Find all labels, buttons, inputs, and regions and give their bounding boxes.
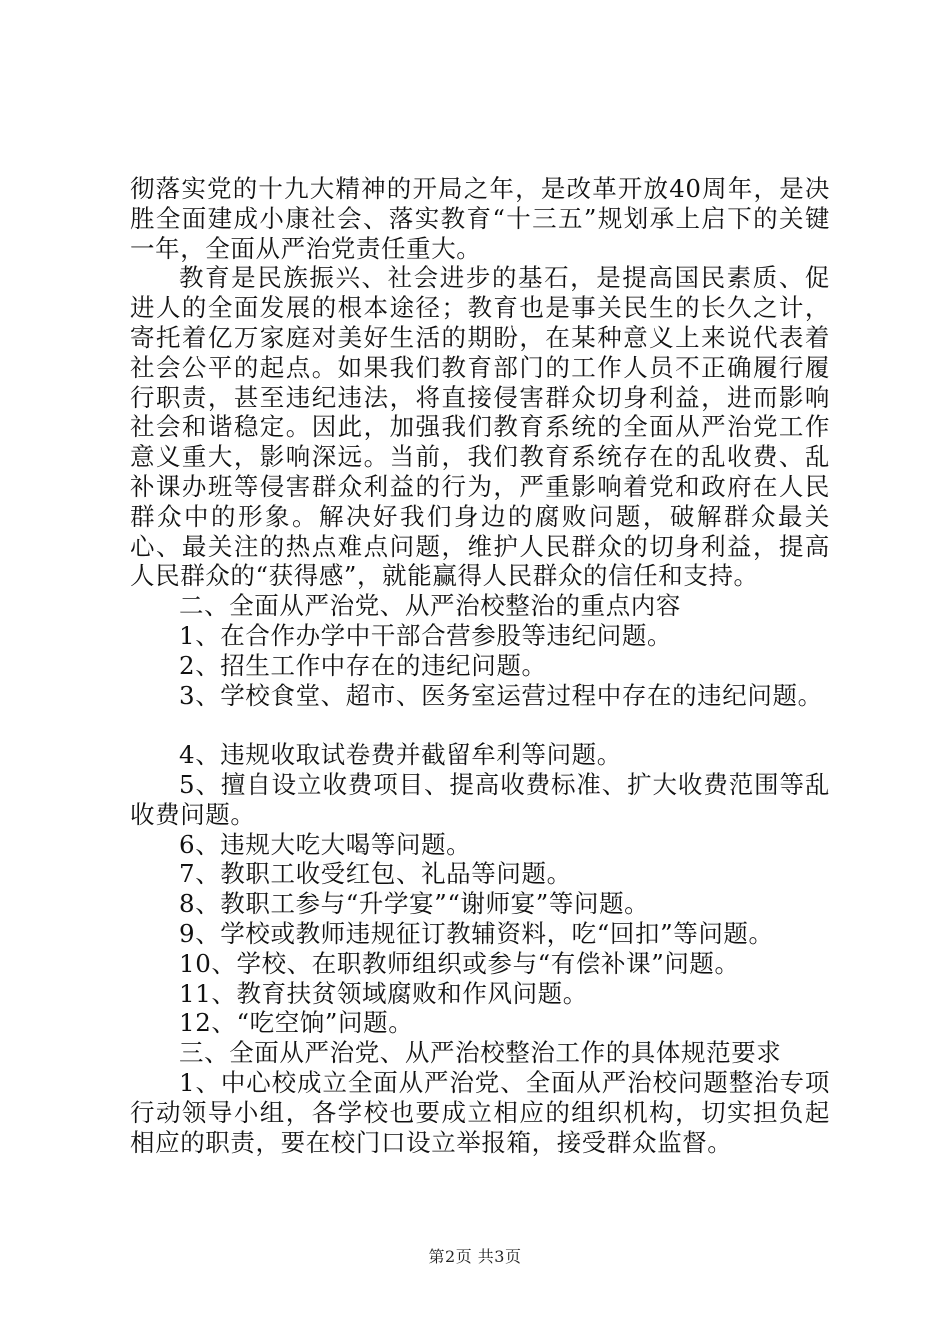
body-paragraph: 三、全面从严治党、从严治校整治工作的具体规范要求 (179, 1038, 782, 1068)
body-paragraph: 3、学校食堂、超市、医务室运营过程中存在的违纪问题。 (179, 680, 823, 710)
page-footer (0, 1247, 950, 1267)
body-paragraph: 5、擅自设立收费项目、提高收费标准、扩大收费范围等乱收费问题。 (130, 769, 830, 829)
body-paragraph: 10、学校、在职教师组织或参与“有偿补课”问题。 (179, 948, 740, 978)
body-paragraph: 二、全面从严治党、从严治校整治的重点内容 (179, 591, 681, 621)
body-paragraph: 4、违规收取试卷费并截留牟利等问题。 (179, 740, 622, 770)
body-paragraph: 7、教职工收受红包、礼品等问题。 (179, 859, 572, 889)
document-body (130, 174, 830, 1157)
body-paragraph: 教育是民族振兴、社会进步的基石，是提高国民素质、促进人的全面发展的根本途径；教育也是事关民生的长久之计，寄托着亿万家庭对美好生活的期盼，在某种意义上来说代表着社会公平的起点。如果我们教育部门的工作人员不正确履行履行职责，甚至违纪违法，将直接侵害群众切身利益，进而影响社会和谐稳定。因此，加强我们教育系统的全面从严治党工作意义重大，影响深远。当前，我们教育系统存在的乱收费、乱补课办班等侵害群众利益的行为，严重影响着党和政府在人民群众中的形象。解决好我们身边的腐败问题，破解群众最关心、最关注的热点难点问题，维护人民群众的切身利益，提高人民群众的“获得感”，就能赢得人民群众的信任和支持。 (130, 263, 830, 591)
body-paragraph: 2、招生工作中存在的违纪问题。 (179, 650, 547, 680)
body-paragraph: 1、在合作办学中干部合营参股等违纪问题。 (179, 620, 673, 650)
body-paragraph: 9、学校或教师违规征订教辅资料，吃“回扣”等问题。 (179, 918, 774, 948)
body-paragraph: 11、教育扶贫领域腐败和作风问题。 (179, 978, 588, 1008)
body-paragraph: 1、中心校成立全面从严治党、全面从严治校问题整治专项行动领导小组，各学校也要成立相应的组织机构，切实担负起相应的职责，要在校门口设立举报箱，接受群众监督。 (130, 1067, 830, 1157)
body-paragraph: 8、教职工参与“升学宴”“谢师宴”等问题。 (179, 889, 650, 919)
body-paragraph: 6、违规大吃大喝等问题。 (179, 829, 472, 859)
body-paragraph: 12、“吃空饷”问题。 (179, 1008, 414, 1038)
body-paragraph: 彻落实党的十九大精神的开局之年，是改革开放40周年，是决胜全面建成小康社会、落实教育“十三五”规划承上启下的关键一年，全面从严治党责任重大。 (130, 174, 830, 263)
page-number-label: 第2页 共3页 (428, 1247, 522, 1266)
